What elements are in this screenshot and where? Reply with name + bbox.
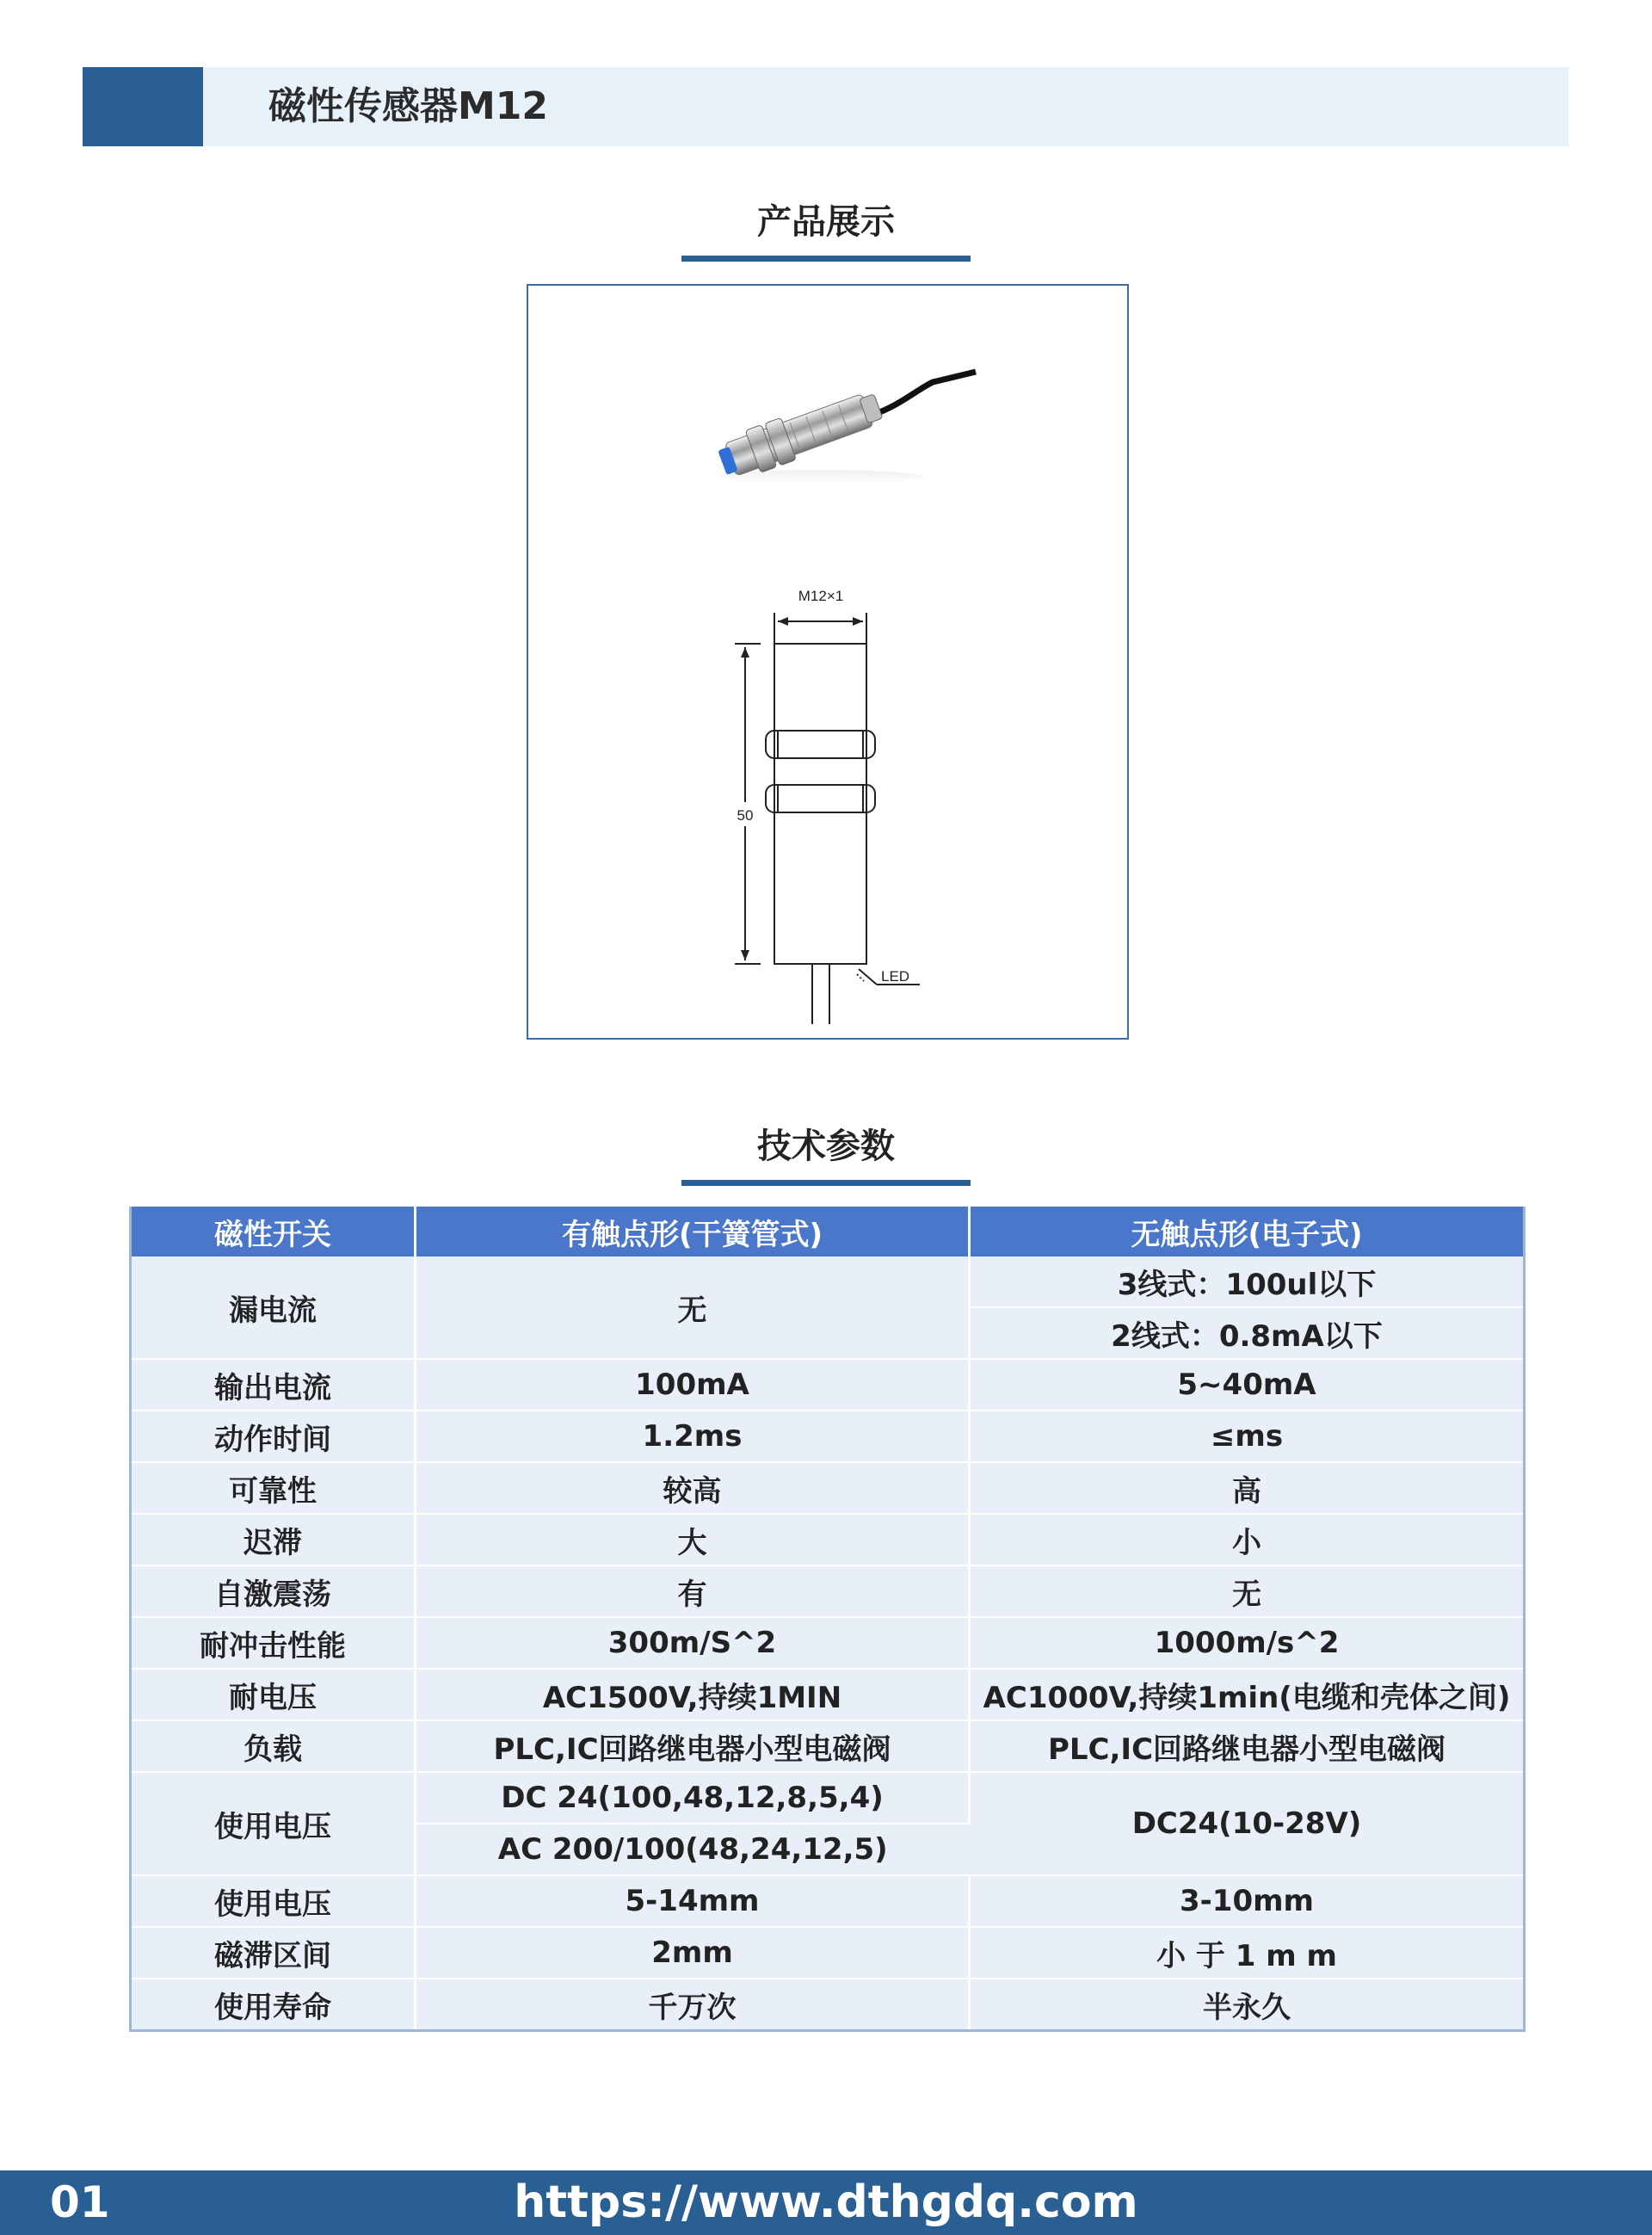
header-accent-block [83, 67, 203, 146]
cell-reed: 千万次 [416, 1979, 970, 2031]
row-label: 耐电压 [131, 1669, 416, 1720]
header-switch: 磁性开关 [131, 1207, 416, 1256]
table-row [131, 1669, 1525, 1720]
row-label: 自激震荡 [131, 1565, 416, 1617]
row-label: 负载 [131, 1720, 416, 1772]
page-title: 磁性传感器M12 [268, 84, 549, 128]
table-row [131, 1462, 1525, 1514]
table-row [131, 1927, 1525, 1979]
row-label: 可靠性 [131, 1462, 416, 1514]
cell-solid: 3-10mm [970, 1875, 1525, 1927]
cell-solid: AC1000V,持续1min(电缆和壳体之间) [970, 1669, 1525, 1720]
section-heading-spec [681, 1119, 971, 1186]
section-underline [681, 256, 971, 262]
cell-solid: ≤ms [970, 1411, 1525, 1462]
cell-reed: AC 200/100(48,24,12,5) [416, 1824, 970, 1875]
table-row [131, 1514, 1525, 1565]
row-label: 使用电压 [131, 1772, 416, 1875]
thread-label: M12×1 [798, 588, 844, 604]
cell-solid: PLC,IC回路继电器小型电磁阀 [970, 1720, 1525, 1772]
table-row [131, 1565, 1525, 1617]
section-heading-product [681, 194, 971, 262]
cell-reed: 2mm [416, 1927, 970, 1979]
cell-solid: DC24(10-28V) [970, 1772, 1525, 1875]
row-label: 漏电流 [131, 1256, 416, 1359]
cell-reed: 5-14mm [416, 1875, 970, 1927]
table-row [131, 1411, 1525, 1462]
cell-solid: 3线式：100ul以下 [970, 1256, 1525, 1307]
row-label: 迟滞 [131, 1514, 416, 1565]
cell-solid: 高 [970, 1462, 1525, 1514]
led-label: LED [881, 968, 910, 985]
cell-reed: 大 [416, 1514, 970, 1565]
sensor-photo [715, 372, 976, 484]
product-frame [527, 284, 1129, 1040]
row-label: 输出电流 [131, 1359, 416, 1411]
table-row [131, 1256, 1525, 1307]
cell-reed: 1.2ms [416, 1411, 970, 1462]
header-reed: 有触点形(干簧管式) [416, 1207, 970, 1256]
cell-solid: 小 [970, 1514, 1525, 1565]
table-row [131, 1359, 1525, 1411]
row-label: 耐冲击性能 [131, 1617, 416, 1669]
cell-reed: AC1500V,持续1MIN [416, 1669, 970, 1720]
header-solid: 无触点形(电子式) [970, 1207, 1525, 1256]
row-label: 使用寿命 [131, 1979, 416, 2031]
spec-table [129, 1207, 1526, 2032]
table-row [131, 1772, 1525, 1824]
row-label: 动作时间 [131, 1411, 416, 1462]
cell-solid: 2线式：0.8mA以下 [970, 1307, 1525, 1359]
website-link[interactable]: https://www.dthgdq.com [514, 2176, 1138, 2228]
length-label: 50 [737, 807, 754, 824]
table-row [131, 1979, 1525, 2031]
cell-reed: 300m/S^2 [416, 1617, 970, 1669]
section-underline [681, 1180, 971, 1186]
cell-solid: 无 [970, 1565, 1525, 1617]
cell-solid: 小 于 1 m m [970, 1927, 1525, 1979]
product-figure [528, 286, 1127, 1038]
cell-reed: 无 [416, 1256, 970, 1359]
section-title-product: 产品展示 [757, 202, 895, 242]
table-row [131, 1875, 1525, 1927]
table-row [131, 1720, 1525, 1772]
cell-reed: PLC,IC回路继电器小型电磁阀 [416, 1720, 970, 1772]
cell-solid: 5~40mA [970, 1359, 1525, 1411]
row-label: 磁滞区间 [131, 1927, 416, 1979]
cell-solid: 1000m/s^2 [970, 1617, 1525, 1669]
cell-reed: 100mA [416, 1359, 970, 1411]
cell-reed: 有 [416, 1565, 970, 1617]
cell-solid: 半永久 [970, 1979, 1525, 2031]
row-label: 使用电压 [131, 1875, 416, 1927]
table-header-row [131, 1207, 1525, 1256]
section-title-spec: 技术参数 [757, 1127, 895, 1166]
cell-reed: DC 24(100,48,12,8,5,4) [416, 1772, 970, 1824]
cell-reed: 较高 [416, 1462, 970, 1514]
page-number: 01 [50, 2177, 110, 2227]
dimension-drawing [735, 613, 920, 1024]
table-row [131, 1617, 1525, 1669]
